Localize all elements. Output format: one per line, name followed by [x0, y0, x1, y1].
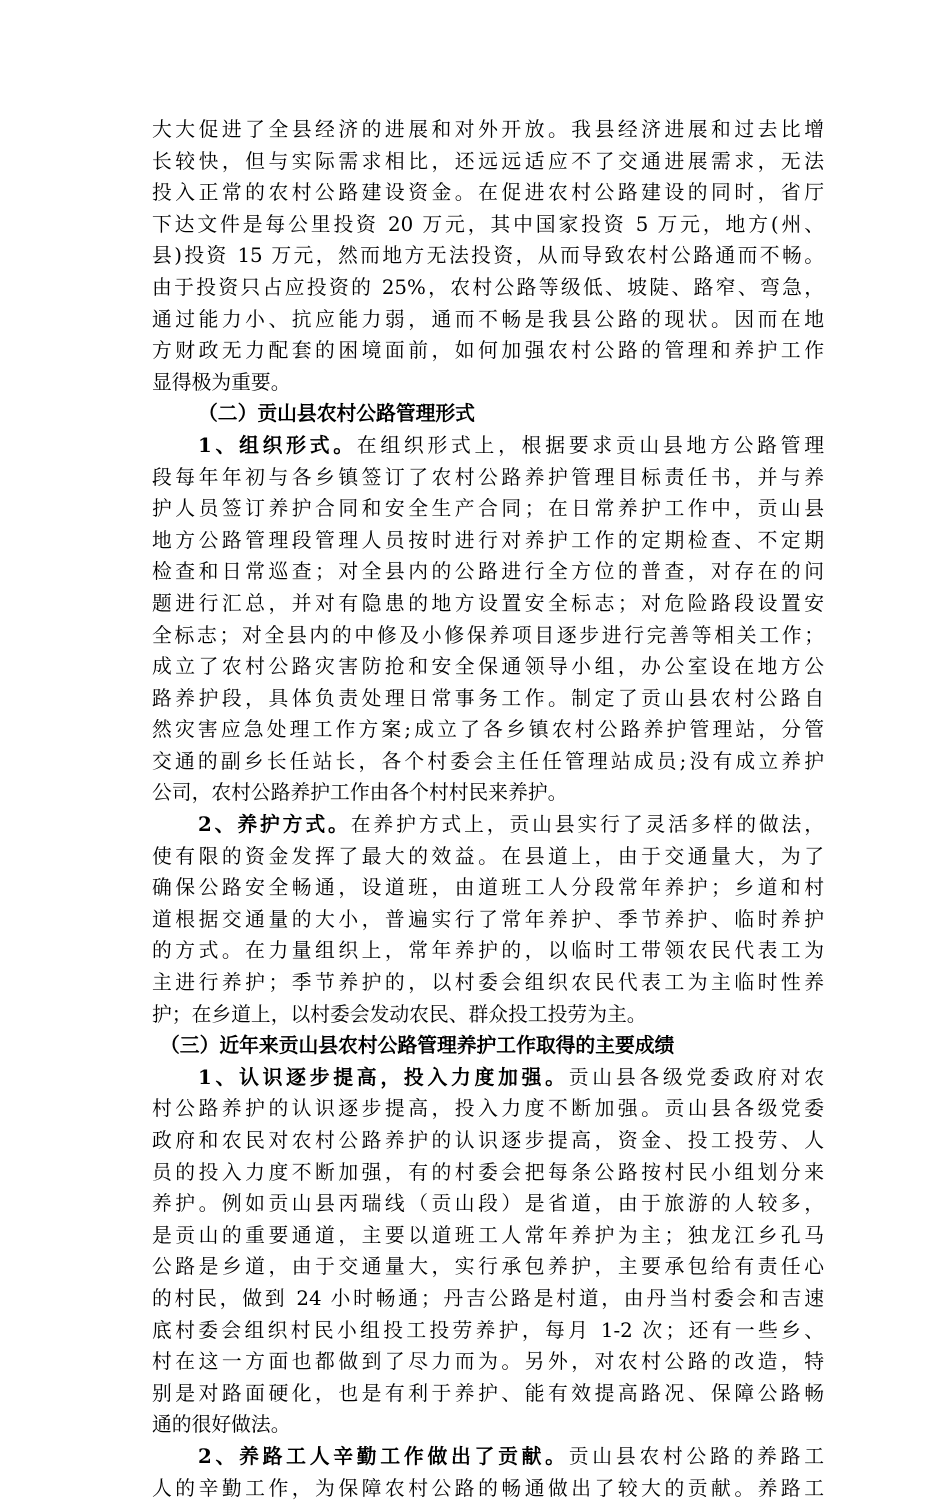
text-line: 段每年年初与各乡镇签订了农村公路养护管理目标责任书，并与养 — [152, 465, 824, 489]
text-span: 在养护方式上，贡山县实行了灵活多样的做法， — [350, 813, 824, 837]
text-line: 长较快，但与实际需求相比，还远远适应不了交通进展需求，无法 — [152, 149, 824, 173]
text-line: 通过能力小、抗应能力弱，通而不畅是我县公路的现状。因而在地 — [152, 307, 824, 331]
text-line: 通的很好做法。 — [152, 1413, 291, 1437]
text-line: 大大促进了全县经济的进展和对外开放。我县经济进展和过去比增 — [152, 118, 824, 141]
paragraph-lead: 1、认识逐步提高，投入力度加强。 — [198, 1064, 569, 1089]
text-line: 员的投入力度不断加强，有的村委会把每条公路按村民小组划分来 — [152, 1160, 824, 1184]
text-line: 底村委会组织村民小组投工投劳养护，每月 1-2 次；还有一些乡、 — [152, 1318, 824, 1342]
text-line: 主进行养护；季节养护的，以村委会组织农民代表工为主临时性养 — [152, 971, 824, 995]
document-body — [152, 114, 824, 1504]
text-line: 路养护段，具体负责处理日常事务工作。制定了贡山县农村公路自 — [152, 686, 824, 710]
section-heading-3 — [152, 1030, 824, 1062]
text-line: 村在这一方面也都做到了尽力而为。另外，对农村公路的改造，特 — [152, 1350, 824, 1374]
text-line: 别是对路面硬化，也是有利于养护、能有效提高路况、保障公路畅 — [152, 1381, 824, 1405]
text-line — [152, 809, 824, 841]
paragraph-lead: 2、养护方式。 — [198, 812, 351, 837]
paragraph-lead: 1、组织形式。 — [198, 432, 357, 457]
paragraph-workers — [152, 1441, 824, 1504]
text-line: 道根据交通量的大小，普遍实行了常年养护、季节养护、临时养护 — [152, 907, 824, 931]
text-line: 的方式。在力量组织上，常年养护的，以临时工带领农民代表工为 — [152, 939, 824, 963]
text-span: 贡山县各级党委政府对农 — [568, 1065, 824, 1089]
text-line: 是贡山的重要通道，主要以道班工人常年养护为主；独龙江乡孔马 — [152, 1223, 824, 1247]
text-line: 确保公路安全畅通，设道班，由道班工人分段常年养护；乡道和村 — [152, 876, 824, 900]
text-line — [152, 1062, 824, 1094]
text-line: 县)投资 15 万元，然而地方无法投资，从而导致农村公路通而不畅。 — [152, 244, 824, 268]
text-line: 由于投资只占应投资的 25%，农村公路等级低、坡陡、路窄、弯急， — [152, 275, 824, 299]
paragraph-lead: 2、养路工人辛勤工作做出了贡献。 — [198, 1443, 569, 1468]
paragraph-awareness — [152, 1062, 824, 1441]
text-line — [152, 430, 824, 462]
text-line: 成立了农村公路灾害防抢和安全保通领导小组，办公室设在地方公 — [152, 655, 824, 679]
text-span: 在组织形式上，根据要求贡山县地方公路管理 — [356, 433, 824, 457]
text-line: 显得极为重要。 — [152, 370, 291, 394]
text-line: 人的辛勤工作，为保障农村公路的畅通做出了较大的贡献。养路工 — [152, 1476, 824, 1500]
text-line: 公路是乡道，由于交通量大，实行承包养护，主要承包给有责任心 — [152, 1255, 824, 1279]
text-line: 的村民，做到 24 小时畅通；丹吉公路是村道，由丹当村委会和吉速 — [152, 1286, 824, 1310]
heading-text: （三）近年来贡山县农村公路管理养护工作取得的主要成绩 — [160, 1033, 675, 1058]
text-line: 地方公路管理段管理人员按时进行对养护工作的定期检查、不定期 — [152, 528, 824, 552]
text-line: 投入正常的农村公路建设资金。在促进农村公路建设的同时，省厅 — [152, 181, 824, 205]
text-line: 方财政无力配套的困境面前，如何加强农村公路的管理和养护工作 — [152, 339, 824, 363]
paragraph-maintenance — [152, 809, 824, 1030]
text-line: 养护。例如贡山县丙瑞线（贡山段）是省道，由于旅游的人较多， — [152, 1192, 824, 1216]
paragraph-organization — [152, 430, 824, 809]
text-line: 护人员签订养护合同和安全生产合同；在日常养护工作中，贡山县 — [152, 497, 824, 521]
paragraph-intro — [152, 114, 824, 398]
text-line: 下达文件是每公里投资 20 万元，其中国家投资 5 万元，地方(州、 — [152, 212, 824, 236]
text-line: 题进行汇总，并对有隐患的地方设置安全标志；对危险路段设置安 — [152, 591, 824, 615]
text-line — [152, 1441, 824, 1473]
text-line: 公司，农村公路养护工作由各个村村民来养护。 — [152, 781, 568, 805]
text-line: 政府和农民对农村公路养护的认识逐步提高，资金、投工投劳、人 — [152, 1129, 824, 1152]
section-heading-2: （二）贡山县农村公路管理形式 — [198, 401, 475, 426]
text-line: 检查和日常巡查；对全县内的公路进行全方位的普查，对存在的问 — [152, 560, 824, 584]
text-line: 然灾害应急处理工作方案;成立了各乡镇农村公路养护管理站，分管 — [152, 718, 824, 742]
text-line: 使有限的资金发挥了最大的效益。在县道上，由于交通量大，为了 — [152, 844, 824, 868]
text-line: 护；在乡道上，以村委会发动农民、群众投工投劳为主。 — [152, 1002, 647, 1026]
text-line: 全标志；对全县内的中修及小修保养项目逐步进行完善等相关工作； — [152, 623, 824, 647]
text-line: 交通的副乡长任站长，各个村委会主任任管理站成员;没有成立养护 — [152, 749, 824, 773]
text-span: 贡山县农村公路的养路工 — [568, 1444, 824, 1468]
text-line: 村公路养护的认识逐步提高，投入力度不断加强。贡山县各级党委 — [152, 1097, 824, 1121]
